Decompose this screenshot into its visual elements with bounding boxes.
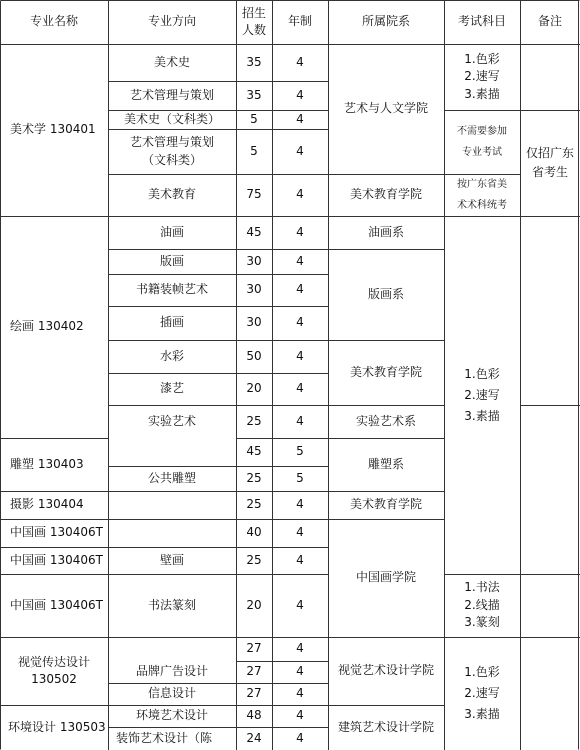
header-enroll xyxy=(236,0,272,44)
college-cell xyxy=(328,491,444,519)
major-label: 雕塑 130403 xyxy=(10,456,84,471)
enroll-cell xyxy=(236,491,272,519)
enroll-value: 25 xyxy=(246,413,262,428)
exam-cell xyxy=(444,637,520,750)
direction-cell xyxy=(108,216,236,249)
years-cell xyxy=(272,574,328,637)
college-cell xyxy=(328,249,444,340)
enroll-value: 48 xyxy=(246,708,262,723)
major-cell xyxy=(8,705,108,750)
direction-cell xyxy=(108,249,236,274)
years-value: 4 xyxy=(296,730,304,745)
major-cell xyxy=(10,216,108,438)
direction-cell xyxy=(108,574,236,637)
college-label: 美术教育学院 xyxy=(349,497,422,512)
major-cell xyxy=(10,438,108,491)
enroll-cell xyxy=(236,405,272,438)
years-cell xyxy=(272,491,328,519)
exam-subject: 3.篆刻 xyxy=(464,615,500,630)
major-label: 摄影 130404 xyxy=(10,497,84,512)
enroll-value: 24 xyxy=(246,730,262,745)
enroll-cell xyxy=(236,340,272,373)
college-label: 雕塑系 xyxy=(367,456,404,471)
enroll-value: 27 xyxy=(246,664,262,679)
enroll-cell xyxy=(236,306,272,340)
years-value: 4 xyxy=(296,525,304,540)
enroll-value: 40 xyxy=(246,525,262,540)
direction-cell xyxy=(108,466,236,491)
years-value: 4 xyxy=(296,87,304,102)
enroll-value: 5 xyxy=(250,143,258,158)
exam-subject: 2.速写 xyxy=(464,686,500,700)
major-cell xyxy=(10,44,108,216)
college-cell xyxy=(328,44,444,174)
exam-subject: 2.速写 xyxy=(464,387,500,402)
direction-label: 品牌广告设计 xyxy=(135,664,208,679)
direction-label: 书法篆刻 xyxy=(147,597,196,612)
college-label: 视觉艺术设计学院 xyxy=(337,663,434,678)
direction-cell xyxy=(108,81,236,110)
years-cell xyxy=(272,373,328,405)
college-cell xyxy=(328,216,444,249)
enroll-value: 45 xyxy=(246,444,262,459)
years-value: 4 xyxy=(296,54,304,69)
enroll-value: 30 xyxy=(246,315,262,330)
enroll-cell xyxy=(236,174,272,216)
major-cell xyxy=(10,547,108,574)
enroll-value: 20 xyxy=(246,381,262,396)
enroll-value: 20 xyxy=(246,597,262,612)
direction-cell xyxy=(108,274,236,306)
college-label: 油画系 xyxy=(367,224,404,239)
note-line: 省考生 xyxy=(531,165,568,179)
years-value: 4 xyxy=(296,597,304,612)
enroll-cell xyxy=(236,249,272,274)
header-college xyxy=(328,0,444,44)
years-cell xyxy=(272,249,328,274)
enroll-value: 25 xyxy=(246,552,262,567)
years-cell xyxy=(272,129,328,174)
header-enroll-line: 人数 xyxy=(241,23,266,37)
years-cell xyxy=(272,661,328,683)
enroll-value: 25 xyxy=(246,470,262,485)
header-years xyxy=(272,0,328,44)
enroll-cell xyxy=(236,661,272,683)
direction-cell xyxy=(108,174,236,216)
years-cell xyxy=(272,340,328,373)
years-value: 4 xyxy=(296,143,304,158)
direction-cell xyxy=(116,727,236,750)
major-cell xyxy=(10,574,108,637)
enroll-value: 30 xyxy=(246,282,262,297)
enroll-cell xyxy=(236,705,272,727)
direction-label-line: （文科类） xyxy=(141,152,202,167)
enroll-cell xyxy=(236,274,272,306)
exam-subject: 1.书法 xyxy=(464,580,500,595)
header-direction-label: 专业方向 xyxy=(147,14,196,29)
enroll-cell xyxy=(236,373,272,405)
exam-subject: 3.素描 xyxy=(464,408,500,423)
enroll-cell xyxy=(236,81,272,110)
direction-label: 实验艺术 xyxy=(147,413,196,428)
major-label-line: 视觉传达设计 xyxy=(17,654,90,669)
years-value: 4 xyxy=(296,664,304,679)
header-major xyxy=(0,0,108,44)
college-label: 美术教育学院 xyxy=(349,364,422,379)
years-cell xyxy=(272,405,328,438)
enroll-value: 35 xyxy=(246,87,262,102)
years-cell xyxy=(272,81,328,110)
enroll-cell xyxy=(236,438,272,466)
major-label: 美术学 130401 xyxy=(10,122,96,137)
exam-subject: 2.线描 xyxy=(464,597,500,612)
major-cell xyxy=(0,637,108,705)
direction-cell xyxy=(108,683,236,705)
direction-label: 漆艺 xyxy=(159,381,184,396)
enroll-value: 27 xyxy=(246,641,262,656)
exam-subject: 1.色彩 xyxy=(464,51,500,66)
years-cell xyxy=(272,110,328,129)
header-enroll-line: 招生 xyxy=(241,5,266,20)
direction-label: 油画 xyxy=(159,224,184,239)
major-cell xyxy=(10,491,108,519)
major-label: 中国画 130406T xyxy=(10,597,103,612)
direction-label-line: 艺术管理与策划 xyxy=(129,135,214,150)
years-value: 4 xyxy=(296,315,304,330)
years-value: 4 xyxy=(296,708,304,723)
years-cell xyxy=(272,274,328,306)
direction-cell xyxy=(108,44,236,81)
enroll-value: 30 xyxy=(246,253,262,268)
enroll-cell xyxy=(236,547,272,574)
major-cell xyxy=(10,519,108,547)
direction-label: 插画 xyxy=(159,315,184,330)
major-label: 绘画 130402 xyxy=(10,319,84,334)
college-cell xyxy=(328,637,444,705)
college-label: 实验艺术系 xyxy=(355,413,416,428)
direction-cell xyxy=(108,110,236,129)
exam-note-line: 术术科统考 xyxy=(457,200,507,211)
header-years-label: 年制 xyxy=(287,14,312,29)
major-label: 中国画 130406T xyxy=(10,552,103,567)
years-value: 4 xyxy=(296,187,304,202)
direction-label: 艺术管理与策划 xyxy=(129,87,214,102)
header-note xyxy=(520,0,580,44)
direction-cell xyxy=(108,340,236,373)
years-value: 4 xyxy=(296,641,304,656)
exam-subject: 1.色彩 xyxy=(464,366,500,381)
direction-label: 壁画 xyxy=(159,552,184,567)
college-cell xyxy=(328,705,444,750)
years-value: 5 xyxy=(296,470,304,485)
college-cell xyxy=(328,519,444,637)
major-label: 中国画 130406T xyxy=(10,525,103,540)
years-value: 4 xyxy=(296,381,304,396)
header-direction xyxy=(108,0,236,44)
years-value: 4 xyxy=(296,497,304,512)
header-exam-label: 考试科目 xyxy=(457,14,506,29)
direction-cell xyxy=(108,547,236,574)
direction-label: 美术史（文科类） xyxy=(123,111,220,126)
enroll-cell xyxy=(236,129,272,174)
enroll-cell xyxy=(236,727,272,750)
enroll-value: 75 xyxy=(246,187,262,202)
direction-label: 水彩 xyxy=(159,348,184,363)
years-cell xyxy=(272,637,328,661)
years-value: 4 xyxy=(296,552,304,567)
direction-label: 美术史 xyxy=(153,54,190,69)
header-exam xyxy=(444,0,520,44)
enroll-value: 50 xyxy=(246,348,262,363)
direction-label: 美术教育 xyxy=(147,187,196,202)
college-label: 建筑艺术设计学院 xyxy=(337,719,434,734)
exam-subject: 1.色彩 xyxy=(464,665,500,679)
direction-cell xyxy=(108,705,236,727)
direction-cell xyxy=(108,306,236,340)
header-note-label: 备注 xyxy=(537,14,562,29)
years-value: 4 xyxy=(296,282,304,297)
years-value: 4 xyxy=(296,253,304,268)
enroll-cell xyxy=(236,110,272,129)
direction-cell xyxy=(108,661,236,683)
major-label-line: 130502 xyxy=(31,672,77,686)
college-label: 美术教育学院 xyxy=(349,187,422,202)
major-label: 环境设计 130503 xyxy=(8,719,106,734)
years-cell xyxy=(272,727,328,750)
enroll-cell xyxy=(236,519,272,547)
years-cell xyxy=(272,438,328,466)
years-cell xyxy=(272,216,328,249)
note-cell xyxy=(520,110,580,216)
years-value: 5 xyxy=(296,444,304,459)
years-cell xyxy=(272,44,328,81)
college-cell xyxy=(328,438,444,491)
direction-cell xyxy=(108,405,236,438)
enroll-value: 27 xyxy=(246,686,262,701)
exam-cell xyxy=(444,574,520,637)
college-cell xyxy=(328,340,444,405)
exam-subject: 3.素描 xyxy=(464,86,500,101)
years-value: 4 xyxy=(296,686,304,701)
exam-note-line: 按广东省美 xyxy=(457,179,507,190)
enroll-cell xyxy=(236,637,272,661)
years-cell xyxy=(272,174,328,216)
exam-note-line: 不需要参加 xyxy=(457,126,507,137)
direction-label: 信息设计 xyxy=(147,686,196,701)
college-label: 中国画学院 xyxy=(355,570,416,585)
exam-subject: 3.素描 xyxy=(464,707,500,721)
years-cell xyxy=(272,306,328,340)
header-college-label: 所属院系 xyxy=(361,14,410,29)
years-cell xyxy=(272,519,328,547)
years-cell xyxy=(272,466,328,491)
enroll-value: 45 xyxy=(246,224,262,239)
exam-subject: 2.速写 xyxy=(464,69,500,84)
enroll-cell xyxy=(236,574,272,637)
direction-label: 书籍装帧艺术 xyxy=(135,282,208,297)
direction-label: 公共雕塑 xyxy=(147,470,196,485)
direction-cell xyxy=(108,129,236,174)
enroll-cell xyxy=(236,683,272,705)
enroll-cell xyxy=(236,44,272,81)
direction-cell xyxy=(108,373,236,405)
exam-cell xyxy=(444,174,520,216)
enroll-cell xyxy=(236,466,272,491)
exam-cell xyxy=(444,44,520,110)
direction-label: 装饰艺术设计（陈 xyxy=(116,730,213,745)
direction-label: 版画 xyxy=(159,253,184,268)
years-cell xyxy=(272,705,328,727)
enroll-cell xyxy=(236,216,272,249)
exam-cell xyxy=(444,110,520,174)
years-value: 4 xyxy=(296,413,304,428)
college-label: 艺术与人文学院 xyxy=(343,101,428,116)
college-cell xyxy=(328,405,444,438)
exam-cell xyxy=(444,216,520,574)
college-cell xyxy=(328,174,444,216)
note-line: 仅招广东 xyxy=(525,145,574,160)
years-value: 4 xyxy=(296,111,304,126)
enroll-value: 35 xyxy=(246,54,262,69)
college-label: 版画系 xyxy=(367,286,404,301)
years-cell xyxy=(272,547,328,574)
enroll-value: 5 xyxy=(250,111,258,126)
years-value: 4 xyxy=(296,348,304,363)
exam-note-line: 专业考试 xyxy=(462,147,502,158)
years-value: 4 xyxy=(296,224,304,239)
enroll-value: 25 xyxy=(246,497,262,512)
direction-label: 环境艺术设计 xyxy=(135,708,208,723)
years-cell xyxy=(272,683,328,705)
header-major-label: 专业名称 xyxy=(29,14,78,29)
